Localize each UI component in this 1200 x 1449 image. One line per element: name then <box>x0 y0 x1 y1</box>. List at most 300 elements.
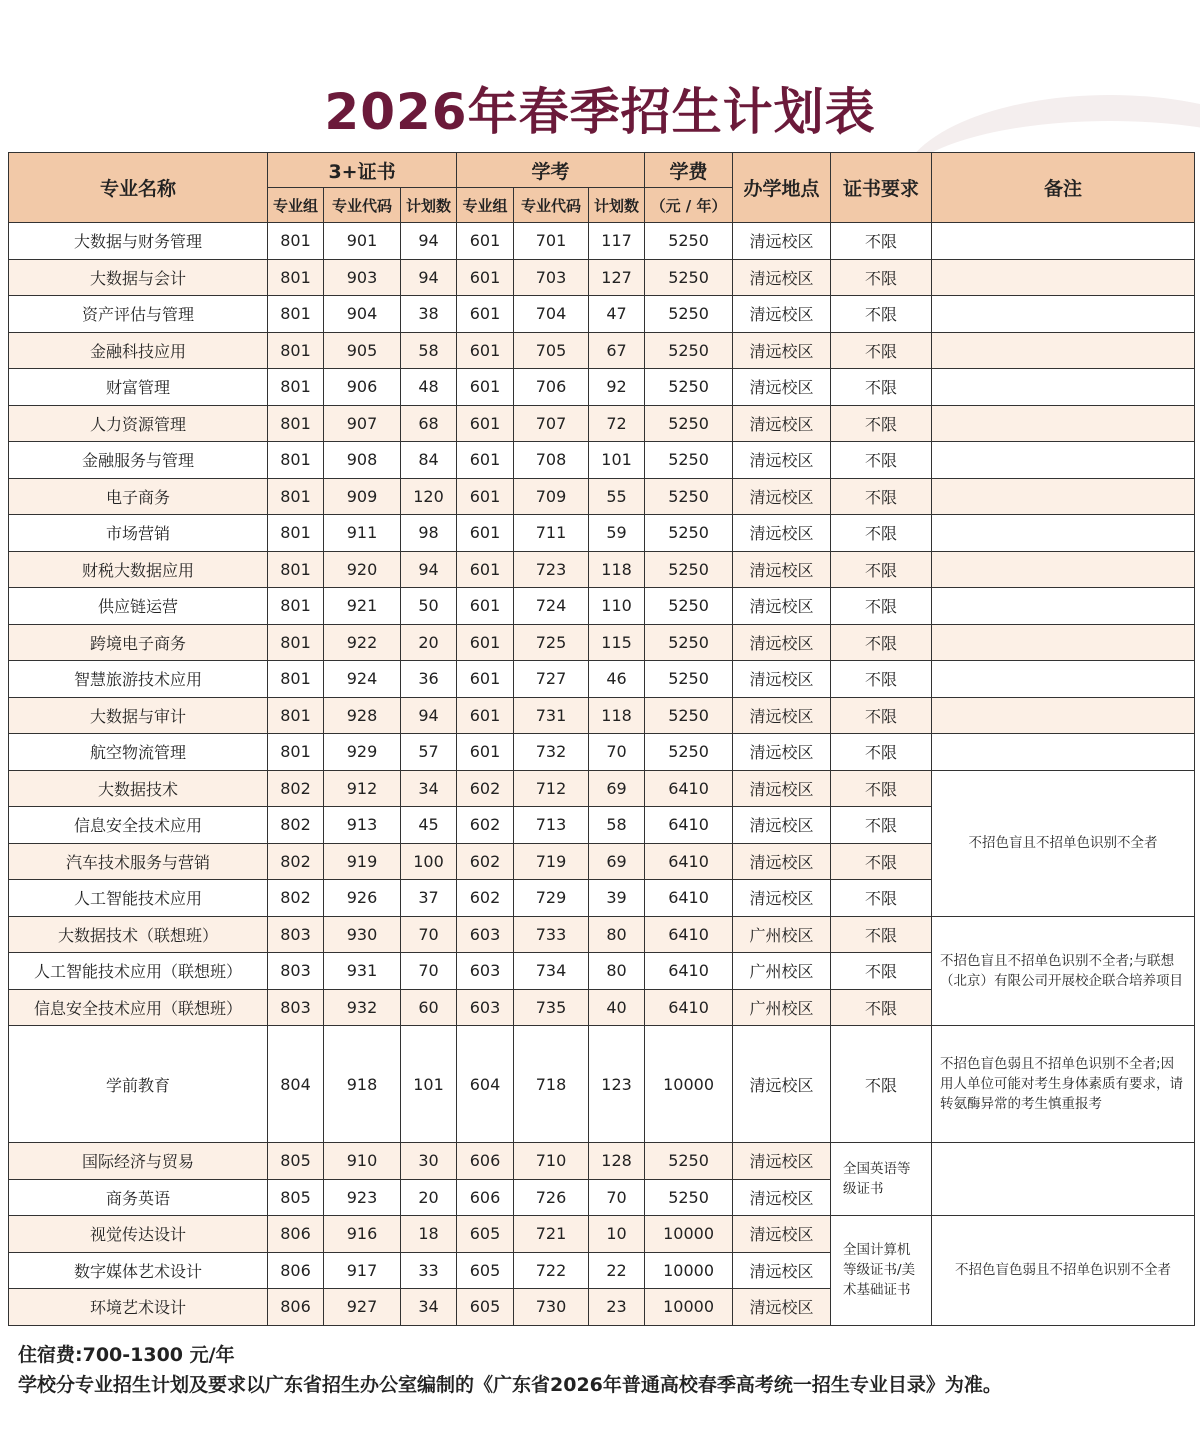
cell-exam-plan: 55 <box>589 478 645 515</box>
table-row <box>9 223 1195 260</box>
table-row <box>9 259 1195 296</box>
cell-cert-code: 903 <box>324 259 401 296</box>
cell-cert-plan: 84 <box>401 442 457 479</box>
cell-cert-code: 932 <box>324 989 401 1026</box>
cell-fee: 5250 <box>645 478 733 515</box>
cell-cert-code: 912 <box>324 770 401 807</box>
cell-fee: 5250 <box>645 588 733 625</box>
cell-location: 清远校区 <box>733 223 831 260</box>
table-row <box>9 624 1195 661</box>
table-row <box>9 1143 1195 1180</box>
cell-note: 不招色盲且不招单色识别不全者;与联想（北京）有限公司开展校企联合培养项目 <box>932 916 1195 1026</box>
cell-location: 清远校区 <box>733 843 831 880</box>
cell-exam-code: 721 <box>514 1216 589 1253</box>
cell-cert-plan: 57 <box>401 734 457 771</box>
cell-exam-code: 729 <box>514 880 589 917</box>
cell-major-name: 供应链运营 <box>9 588 268 625</box>
cell-note <box>932 734 1195 771</box>
cell-note <box>932 259 1195 296</box>
cell-exam-code: 704 <box>514 296 589 333</box>
cell-cert-plan: 48 <box>401 369 457 406</box>
cell-cert-group: 802 <box>268 843 324 880</box>
cell-exam-group: 601 <box>457 332 514 369</box>
cell-location: 清远校区 <box>733 442 831 479</box>
cell-cert-plan: 45 <box>401 807 457 844</box>
cell-exam-plan: 47 <box>589 296 645 333</box>
cell-cert-group: 801 <box>268 332 324 369</box>
cell-exam-plan: 80 <box>589 916 645 953</box>
cell-exam-plan: 128 <box>589 1143 645 1180</box>
cell-cert-requirement: 不限 <box>831 588 932 625</box>
cell-major-name: 国际经济与贸易 <box>9 1143 268 1180</box>
cell-exam-group: 601 <box>457 405 514 442</box>
table-row <box>9 1216 1195 1253</box>
cell-exam-group: 601 <box>457 624 514 661</box>
cell-cert-code: 911 <box>324 515 401 552</box>
cell-fee: 6410 <box>645 807 733 844</box>
table-row <box>9 332 1195 369</box>
cell-cert-requirement: 不限 <box>831 442 932 479</box>
cell-cert-code: 917 <box>324 1252 401 1289</box>
cell-major-name: 环境艺术设计 <box>9 1289 268 1326</box>
cell-exam-code: 723 <box>514 551 589 588</box>
cell-cert-code: 909 <box>324 478 401 515</box>
cell-location: 广州校区 <box>733 989 831 1026</box>
table-row <box>9 405 1195 442</box>
cell-cert-plan: 98 <box>401 515 457 552</box>
header-sub-group: 专业组 <box>457 188 514 223</box>
cell-exam-group: 602 <box>457 843 514 880</box>
cell-location: 清远校区 <box>733 259 831 296</box>
cell-cert-group: 805 <box>268 1179 324 1216</box>
cell-location: 清远校区 <box>733 1289 831 1326</box>
cell-cert-plan: 94 <box>401 259 457 296</box>
cell-location: 清远校区 <box>733 369 831 406</box>
cell-cert-plan: 100 <box>401 843 457 880</box>
cell-cert-requirement: 不限 <box>831 624 932 661</box>
cell-location: 清远校区 <box>733 551 831 588</box>
cell-location: 清远校区 <box>733 1179 831 1216</box>
cell-cert-group: 803 <box>268 916 324 953</box>
cell-location: 清远校区 <box>733 332 831 369</box>
cell-cert-requirement: 不限 <box>831 478 932 515</box>
cell-exam-code: 719 <box>514 843 589 880</box>
footer-disclaimer: 学校分专业招生计划及要求以广东省招生办公室编制的《广东省2026年普通高校春季高考统一招生专业目录》为准。 <box>18 1374 1002 1396</box>
cell-major-name: 人工智能技术应用 <box>9 880 268 917</box>
cell-exam-group: 601 <box>457 296 514 333</box>
cell-exam-group: 601 <box>457 223 514 260</box>
cell-cert-code: 905 <box>324 332 401 369</box>
table-row <box>9 442 1195 479</box>
cell-exam-group: 601 <box>457 697 514 734</box>
cell-fee: 5250 <box>645 405 733 442</box>
cell-note <box>932 1143 1195 1216</box>
cell-cert-code: 908 <box>324 442 401 479</box>
cell-exam-group: 602 <box>457 807 514 844</box>
cell-exam-plan: 101 <box>589 442 645 479</box>
cell-location: 清远校区 <box>733 478 831 515</box>
cell-major-name: 学前教育 <box>9 1026 268 1143</box>
cell-location: 清远校区 <box>733 588 831 625</box>
cell-major-name: 航空物流管理 <box>9 734 268 771</box>
cell-major-name: 信息安全技术应用 <box>9 807 268 844</box>
cell-major-name: 大数据与审计 <box>9 697 268 734</box>
cell-exam-group: 601 <box>457 734 514 771</box>
cell-note <box>932 624 1195 661</box>
cell-cert-requirement: 不限 <box>831 369 932 406</box>
enrollment-plan-table <box>8 152 1195 1326</box>
cell-fee: 6410 <box>645 916 733 953</box>
cell-fee: 5250 <box>645 259 733 296</box>
cell-cert-code: 907 <box>324 405 401 442</box>
cell-note: 不招色盲色弱且不招单色识别不全者 <box>932 1216 1195 1326</box>
cell-exam-code: 708 <box>514 442 589 479</box>
cell-exam-group: 603 <box>457 916 514 953</box>
header-sub-code: 专业代码 <box>324 188 401 223</box>
cell-location: 广州校区 <box>733 953 831 990</box>
cell-exam-plan: 72 <box>589 405 645 442</box>
cell-major-name: 财富管理 <box>9 369 268 406</box>
table-row <box>9 588 1195 625</box>
cell-cert-plan: 30 <box>401 1143 457 1180</box>
cell-exam-code: 727 <box>514 661 589 698</box>
cell-exam-plan: 127 <box>589 259 645 296</box>
cell-cert-requirement: 全国英语等级证书 <box>831 1143 932 1216</box>
cell-cert-requirement: 不限 <box>831 259 932 296</box>
cell-fee: 6410 <box>645 770 733 807</box>
page-title: 2026年春季招生计划表 <box>324 83 876 141</box>
cell-note <box>932 661 1195 698</box>
cell-exam-plan: 115 <box>589 624 645 661</box>
cell-cert-group: 806 <box>268 1289 324 1326</box>
table-row <box>9 734 1195 771</box>
cell-exam-group: 605 <box>457 1216 514 1253</box>
cell-cert-code: 926 <box>324 880 401 917</box>
cell-fee: 5250 <box>645 697 733 734</box>
cell-exam-plan: 40 <box>589 989 645 1026</box>
cell-cert-group: 801 <box>268 624 324 661</box>
cell-location: 清远校区 <box>733 880 831 917</box>
cell-cert-requirement: 不限 <box>831 515 932 552</box>
cell-cert-group: 802 <box>268 770 324 807</box>
cell-cert-plan: 18 <box>401 1216 457 1253</box>
cell-major-name: 财税大数据应用 <box>9 551 268 588</box>
cell-fee: 5250 <box>645 442 733 479</box>
cell-cert-group: 806 <box>268 1216 324 1253</box>
cell-cert-group: 805 <box>268 1143 324 1180</box>
cell-location: 清远校区 <box>733 515 831 552</box>
cell-cert-group: 802 <box>268 807 324 844</box>
cell-note <box>932 296 1195 333</box>
cell-cert-group: 803 <box>268 989 324 1026</box>
cell-note <box>932 332 1195 369</box>
cell-cert-code: 901 <box>324 223 401 260</box>
cell-major-name: 大数据与财务管理 <box>9 223 268 260</box>
cell-fee: 6410 <box>645 989 733 1026</box>
cell-major-name: 人工智能技术应用（联想班） <box>9 953 268 990</box>
cell-cert-requirement: 不限 <box>831 770 932 807</box>
cell-exam-plan: 123 <box>589 1026 645 1143</box>
cell-location: 清远校区 <box>733 697 831 734</box>
cell-exam-plan: 70 <box>589 734 645 771</box>
cell-exam-code: 712 <box>514 770 589 807</box>
cell-cert-plan: 58 <box>401 332 457 369</box>
cell-fee: 6410 <box>645 843 733 880</box>
cell-exam-plan: 110 <box>589 588 645 625</box>
cell-exam-plan: 80 <box>589 953 645 990</box>
cell-exam-plan: 69 <box>589 770 645 807</box>
cell-cert-group: 801 <box>268 259 324 296</box>
cell-fee: 10000 <box>645 1252 733 1289</box>
footer-accommodation-fee: 住宿费:700-1300 元/年 <box>18 1344 235 1366</box>
cell-note <box>932 405 1195 442</box>
cell-note: 不招色盲色弱且不招单色识别不全者;因用人单位可能对考生身体素质有要求，请转氨酶异常的考生慎重报考 <box>932 1026 1195 1143</box>
cell-cert-plan: 70 <box>401 953 457 990</box>
cell-exam-code: 718 <box>514 1026 589 1143</box>
cell-cert-plan: 36 <box>401 661 457 698</box>
cell-fee: 5250 <box>645 296 733 333</box>
cell-exam-code: 711 <box>514 515 589 552</box>
cell-cert-requirement: 不限 <box>831 223 932 260</box>
cell-exam-code: 722 <box>514 1252 589 1289</box>
table-row <box>9 515 1195 552</box>
cell-cert-plan: 20 <box>401 624 457 661</box>
cell-cert-code: 906 <box>324 369 401 406</box>
cell-major-name: 金融服务与管理 <box>9 442 268 479</box>
cell-cert-requirement: 全国计算机等级证书/美术基础证书 <box>831 1216 932 1326</box>
cell-exam-code: 705 <box>514 332 589 369</box>
footer <box>18 1340 1002 1400</box>
cell-major-name: 大数据技术（联想班） <box>9 916 268 953</box>
cell-fee: 10000 <box>645 1289 733 1326</box>
header-group-exam: 学考 <box>457 153 645 188</box>
cell-cert-code: 920 <box>324 551 401 588</box>
cell-cert-code: 916 <box>324 1216 401 1253</box>
cell-cert-group: 801 <box>268 551 324 588</box>
cell-cert-plan: 38 <box>401 296 457 333</box>
cell-cert-group: 801 <box>268 296 324 333</box>
cell-fee: 5250 <box>645 515 733 552</box>
cell-exam-code: 726 <box>514 1179 589 1216</box>
cell-cert-plan: 70 <box>401 916 457 953</box>
cell-cert-requirement: 不限 <box>831 734 932 771</box>
cell-major-name: 电子商务 <box>9 478 268 515</box>
cell-fee: 5250 <box>645 551 733 588</box>
cell-major-name: 数字媒体艺术设计 <box>9 1252 268 1289</box>
cell-major-name: 市场营销 <box>9 515 268 552</box>
cell-location: 清远校区 <box>733 1143 831 1180</box>
table-row <box>9 770 1195 807</box>
cell-cert-requirement: 不限 <box>831 661 932 698</box>
cell-cert-plan: 94 <box>401 697 457 734</box>
cell-exam-group: 604 <box>457 1026 514 1143</box>
cell-exam-group: 605 <box>457 1289 514 1326</box>
cell-cert-group: 801 <box>268 734 324 771</box>
cell-cert-code: 921 <box>324 588 401 625</box>
cell-cert-requirement: 不限 <box>831 697 932 734</box>
cell-exam-plan: 59 <box>589 515 645 552</box>
cell-location: 清远校区 <box>733 807 831 844</box>
cell-cert-group: 802 <box>268 880 324 917</box>
cell-major-name: 资产评估与管理 <box>9 296 268 333</box>
cell-location: 清远校区 <box>733 1216 831 1253</box>
cell-cert-plan: 34 <box>401 1289 457 1326</box>
cell-location: 清远校区 <box>733 734 831 771</box>
cell-cert-group: 801 <box>268 442 324 479</box>
cell-cert-plan: 50 <box>401 588 457 625</box>
table-row <box>9 551 1195 588</box>
cell-fee: 6410 <box>645 953 733 990</box>
cell-major-name: 信息安全技术应用（联想班） <box>9 989 268 1026</box>
cell-location: 清远校区 <box>733 405 831 442</box>
cell-location: 清远校区 <box>733 1252 831 1289</box>
cell-exam-group: 601 <box>457 259 514 296</box>
cell-cert-group: 801 <box>268 515 324 552</box>
cell-exam-plan: 70 <box>589 1179 645 1216</box>
cell-cert-requirement: 不限 <box>831 916 932 953</box>
cell-cert-group: 806 <box>268 1252 324 1289</box>
cell-cert-plan: 94 <box>401 223 457 260</box>
cell-cert-requirement: 不限 <box>831 807 932 844</box>
cell-fee: 10000 <box>645 1216 733 1253</box>
cell-cert-group: 801 <box>268 588 324 625</box>
cell-major-name: 商务英语 <box>9 1179 268 1216</box>
table-row <box>9 478 1195 515</box>
cell-cert-requirement: 不限 <box>831 880 932 917</box>
cell-cert-group: 801 <box>268 478 324 515</box>
cell-note <box>932 223 1195 260</box>
cell-cert-plan: 34 <box>401 770 457 807</box>
header-major-name: 专业名称 <box>9 153 268 223</box>
cell-cert-plan: 68 <box>401 405 457 442</box>
cell-note <box>932 697 1195 734</box>
cell-cert-plan: 37 <box>401 880 457 917</box>
cell-cert-code: 923 <box>324 1179 401 1216</box>
cell-exam-group: 601 <box>457 478 514 515</box>
cell-fee: 6410 <box>645 880 733 917</box>
cell-major-name: 大数据与会计 <box>9 259 268 296</box>
cell-fee: 5250 <box>645 624 733 661</box>
cell-note <box>932 442 1195 479</box>
cell-major-name: 人力资源管理 <box>9 405 268 442</box>
table-row <box>9 661 1195 698</box>
cell-exam-code: 706 <box>514 369 589 406</box>
cell-major-name: 智慧旅游技术应用 <box>9 661 268 698</box>
cell-cert-plan: 120 <box>401 478 457 515</box>
cell-fee: 5250 <box>645 369 733 406</box>
cell-cert-group: 801 <box>268 369 324 406</box>
cell-cert-requirement: 不限 <box>831 296 932 333</box>
cell-exam-group: 601 <box>457 661 514 698</box>
cell-fee: 10000 <box>645 1026 733 1143</box>
cell-location: 清远校区 <box>733 770 831 807</box>
cell-exam-code: 707 <box>514 405 589 442</box>
cell-exam-code: 713 <box>514 807 589 844</box>
cell-exam-group: 601 <box>457 515 514 552</box>
cell-exam-plan: 10 <box>589 1216 645 1253</box>
cell-cert-group: 801 <box>268 661 324 698</box>
cell-cert-requirement: 不限 <box>831 843 932 880</box>
cell-exam-plan: 23 <box>589 1289 645 1326</box>
cell-note <box>932 369 1195 406</box>
cell-cert-code: 913 <box>324 807 401 844</box>
cell-major-name: 金融科技应用 <box>9 332 268 369</box>
cell-fee: 5250 <box>645 332 733 369</box>
table-row <box>9 697 1195 734</box>
header-sub-plan: 计划数 <box>589 188 645 223</box>
cell-cert-plan: 101 <box>401 1026 457 1143</box>
cell-cert-code: 924 <box>324 661 401 698</box>
cell-cert-requirement: 不限 <box>831 405 932 442</box>
cell-note <box>932 478 1195 515</box>
cell-exam-code: 709 <box>514 478 589 515</box>
cell-cert-code: 919 <box>324 843 401 880</box>
cell-exam-code: 724 <box>514 588 589 625</box>
cell-exam-code: 733 <box>514 916 589 953</box>
cell-cert-code: 931 <box>324 953 401 990</box>
cell-location: 清远校区 <box>733 296 831 333</box>
cell-cert-code: 904 <box>324 296 401 333</box>
cell-cert-plan: 60 <box>401 989 457 1026</box>
cell-cert-plan: 94 <box>401 551 457 588</box>
cell-cert-group: 803 <box>268 953 324 990</box>
header-sub-group: 专业组 <box>268 188 324 223</box>
header-sub-plan: 计划数 <box>401 188 457 223</box>
cell-exam-code: 725 <box>514 624 589 661</box>
header-group-cert: 3+证书 <box>268 153 457 188</box>
cell-exam-plan: 118 <box>589 697 645 734</box>
cell-exam-group: 603 <box>457 953 514 990</box>
cell-cert-code: 928 <box>324 697 401 734</box>
cell-cert-code: 918 <box>324 1026 401 1143</box>
cell-exam-code: 703 <box>514 259 589 296</box>
cell-cert-requirement: 不限 <box>831 332 932 369</box>
cell-exam-group: 601 <box>457 551 514 588</box>
header-fee: 学费 <box>645 153 733 188</box>
cell-cert-code: 930 <box>324 916 401 953</box>
cell-cert-requirement: 不限 <box>831 1026 932 1143</box>
cell-exam-group: 601 <box>457 369 514 406</box>
cell-cert-requirement: 不限 <box>831 551 932 588</box>
cell-exam-group: 601 <box>457 588 514 625</box>
cell-exam-code: 710 <box>514 1143 589 1180</box>
cell-exam-code: 735 <box>514 989 589 1026</box>
cell-location: 广州校区 <box>733 916 831 953</box>
cell-exam-code: 734 <box>514 953 589 990</box>
cell-major-name: 汽车技术服务与营销 <box>9 843 268 880</box>
cell-cert-requirement: 不限 <box>831 989 932 1026</box>
cell-exam-group: 603 <box>457 989 514 1026</box>
cell-exam-group: 605 <box>457 1252 514 1289</box>
cell-location: 清远校区 <box>733 624 831 661</box>
cell-note <box>932 551 1195 588</box>
cell-exam-plan: 92 <box>589 369 645 406</box>
cell-exam-code: 701 <box>514 223 589 260</box>
cell-fee: 5250 <box>645 223 733 260</box>
cell-cert-group: 801 <box>268 223 324 260</box>
cell-exam-code: 730 <box>514 1289 589 1326</box>
cell-exam-group: 601 <box>457 442 514 479</box>
header-location: 办学地点 <box>733 153 831 223</box>
cell-exam-code: 732 <box>514 734 589 771</box>
cell-cert-code: 927 <box>324 1289 401 1326</box>
cell-note: 不招色盲且不招单色识别不全者 <box>932 770 1195 916</box>
cell-cert-code: 910 <box>324 1143 401 1180</box>
cell-exam-plan: 69 <box>589 843 645 880</box>
cell-cert-group: 801 <box>268 697 324 734</box>
header-fee-unit: （元 / 年） <box>645 188 733 223</box>
cell-major-name: 视觉传达设计 <box>9 1216 268 1253</box>
